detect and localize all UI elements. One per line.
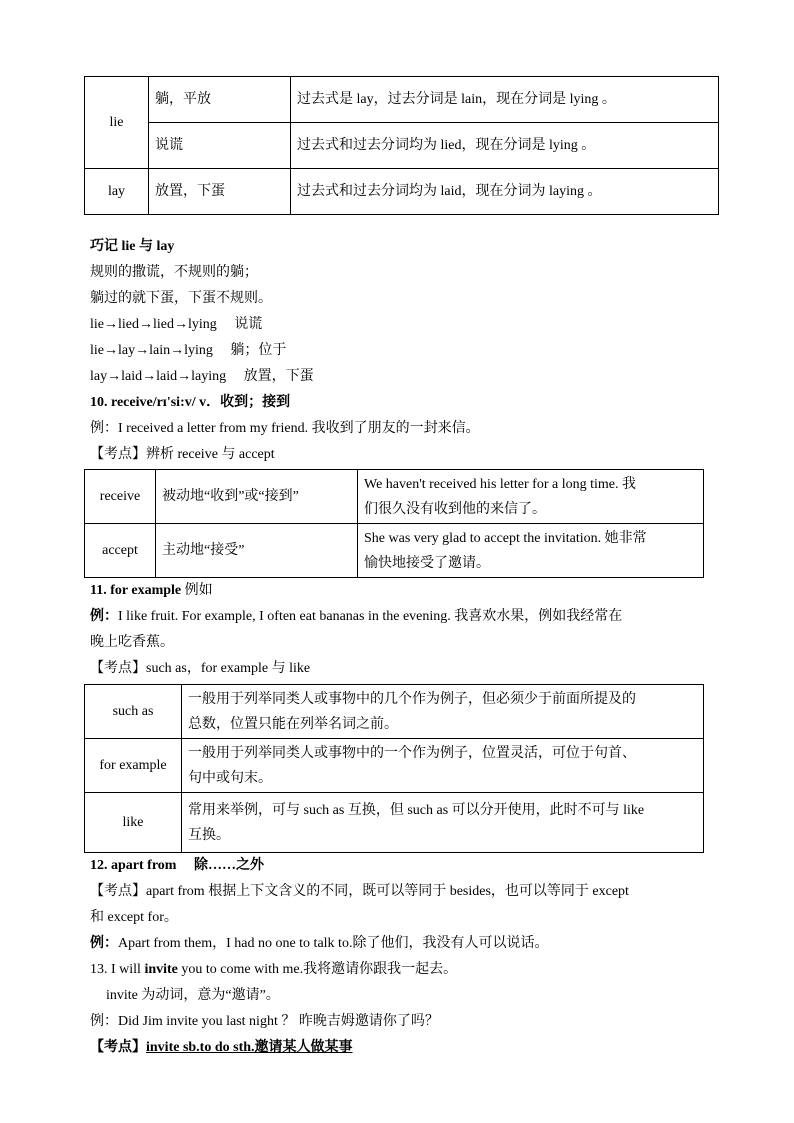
table-cell-usage	[182, 739, 704, 793]
table-cell-meaning: 躺，平放	[149, 77, 291, 123]
item-heading: 12. apart from 除……之外	[90, 858, 264, 873]
item-heading	[90, 581, 213, 601]
table-cell-meaning: 放置，下蛋	[149, 169, 291, 215]
text-line: lay→laid→laid→laying 放置，下蛋	[90, 369, 314, 384]
example-text: We haven't received his letter for a long time. 我	[364, 476, 636, 492]
example-line: 晚上吃香蕉。	[90, 635, 174, 650]
table-cell-word: accept	[85, 524, 156, 578]
text-line: 规则的撒谎，不规则的躺；	[90, 265, 258, 280]
usage-text: 常用来举例，可与 such as 互换，但 such as 可以分开使用，此时不可与 like	[188, 802, 645, 818]
point-line: 【考点】such as，for example 与 like	[90, 661, 311, 676]
table-cell-word: like	[85, 793, 182, 853]
item-sentence	[90, 960, 457, 980]
table-cell-note: 过去式和过去分词均为 laid，现在分词为 laying 。	[291, 169, 719, 215]
table-cell-meaning: 被动地“收到”或“接到”	[156, 470, 358, 524]
example-text: I like fruit. For example, I often eat bananas in the evening. 我喜欢水果，例如我经常在	[118, 609, 623, 624]
table-cell-usage	[182, 793, 704, 853]
example-line	[90, 934, 548, 954]
lie-lay-table	[84, 76, 719, 215]
example-label: 例：	[90, 936, 118, 951]
usage-text: 句中或句末。	[188, 770, 272, 786]
table-cell-word: receive	[85, 470, 156, 524]
item-heading-meaning: 例如	[181, 583, 213, 598]
note-line: invite 为动词，意为“邀请”。	[106, 988, 280, 1003]
table-cell-word: for example	[85, 739, 182, 793]
text-line: lie→lied→lied→lying 说谎	[90, 317, 263, 332]
receive-accept-table	[84, 469, 704, 578]
table-cell-note: 过去式是 lay，过去分词是 lain，现在分词是 lying 。	[291, 77, 719, 123]
such-as-table	[84, 684, 704, 853]
example-text: Apart from them，I had no one to talk to.除了他们，我没有人可以说话。	[118, 936, 549, 951]
table-cell-word: lay	[85, 169, 149, 215]
example-line	[90, 607, 622, 627]
table-cell-word: such as	[85, 685, 182, 739]
table-cell-note: 过去式和过去分词均为 lied，现在分词是 lying 。	[291, 123, 719, 169]
text-line: lie→lay→lain→lying 躺；位于	[90, 343, 287, 358]
example-label: 例：	[90, 609, 118, 624]
example-text: 们很久没有收到他的来信了。	[364, 501, 546, 517]
example-line: 例：I received a letter from my friend. 我收到了朋友的一封来信。	[90, 421, 480, 436]
table-cell-usage	[182, 685, 704, 739]
usage-text: 一般用于列举同类人或事物中的一个作为例子，位置灵活，可位于句首、	[188, 745, 636, 761]
usage-text: 互换。	[188, 827, 230, 843]
example-text: She was very glad to accept the invitation. 她非常	[364, 530, 647, 546]
point-line: 和 except for。	[90, 910, 178, 925]
point-line: 【考点】apart from 根据上下文含义的不同，既可以等同于 besides，也可以等同于 except	[90, 884, 629, 899]
usage-text: 一般用于列举同类人或事物中的几个作为例子，但必须少于前面所提及的	[188, 691, 636, 707]
table-cell-meaning: 说谎	[149, 123, 291, 169]
table-cell-word: lie	[85, 77, 149, 169]
item-heading: 10. receive/rɪ'si:v/ v．收到；接到	[90, 395, 291, 410]
sentence-start: 13. I will	[90, 962, 145, 977]
example-text: 愉快地接受了邀请。	[364, 555, 490, 571]
section-heading: 巧记 lie 与 lay	[90, 239, 175, 254]
usage-text: 总数，位置只能在列举名词之前。	[188, 716, 398, 732]
point-phrase: invite sb.to do sth.邀请某人做某事	[146, 1040, 353, 1055]
sentence-end: you to come with me.我将邀请你跟我一起去。	[177, 962, 458, 977]
table-cell-meaning: 主动地“接受”	[156, 524, 358, 578]
text-line: 躺过的就下蛋，下蛋不规则。	[90, 291, 272, 306]
sentence-keyword: invite	[144, 962, 178, 977]
item-heading-term: 11. for example	[90, 583, 182, 598]
point-label: 【考点】	[90, 1040, 146, 1055]
point-line: 【考点】辨析 receive 与 accept	[90, 447, 275, 462]
table-cell-example	[358, 470, 704, 524]
point-line	[90, 1038, 353, 1058]
example-line: 例：Did Jim invite you last night ？ 昨晚吉姆邀请你了吗？	[90, 1014, 439, 1029]
table-cell-example	[358, 524, 704, 578]
